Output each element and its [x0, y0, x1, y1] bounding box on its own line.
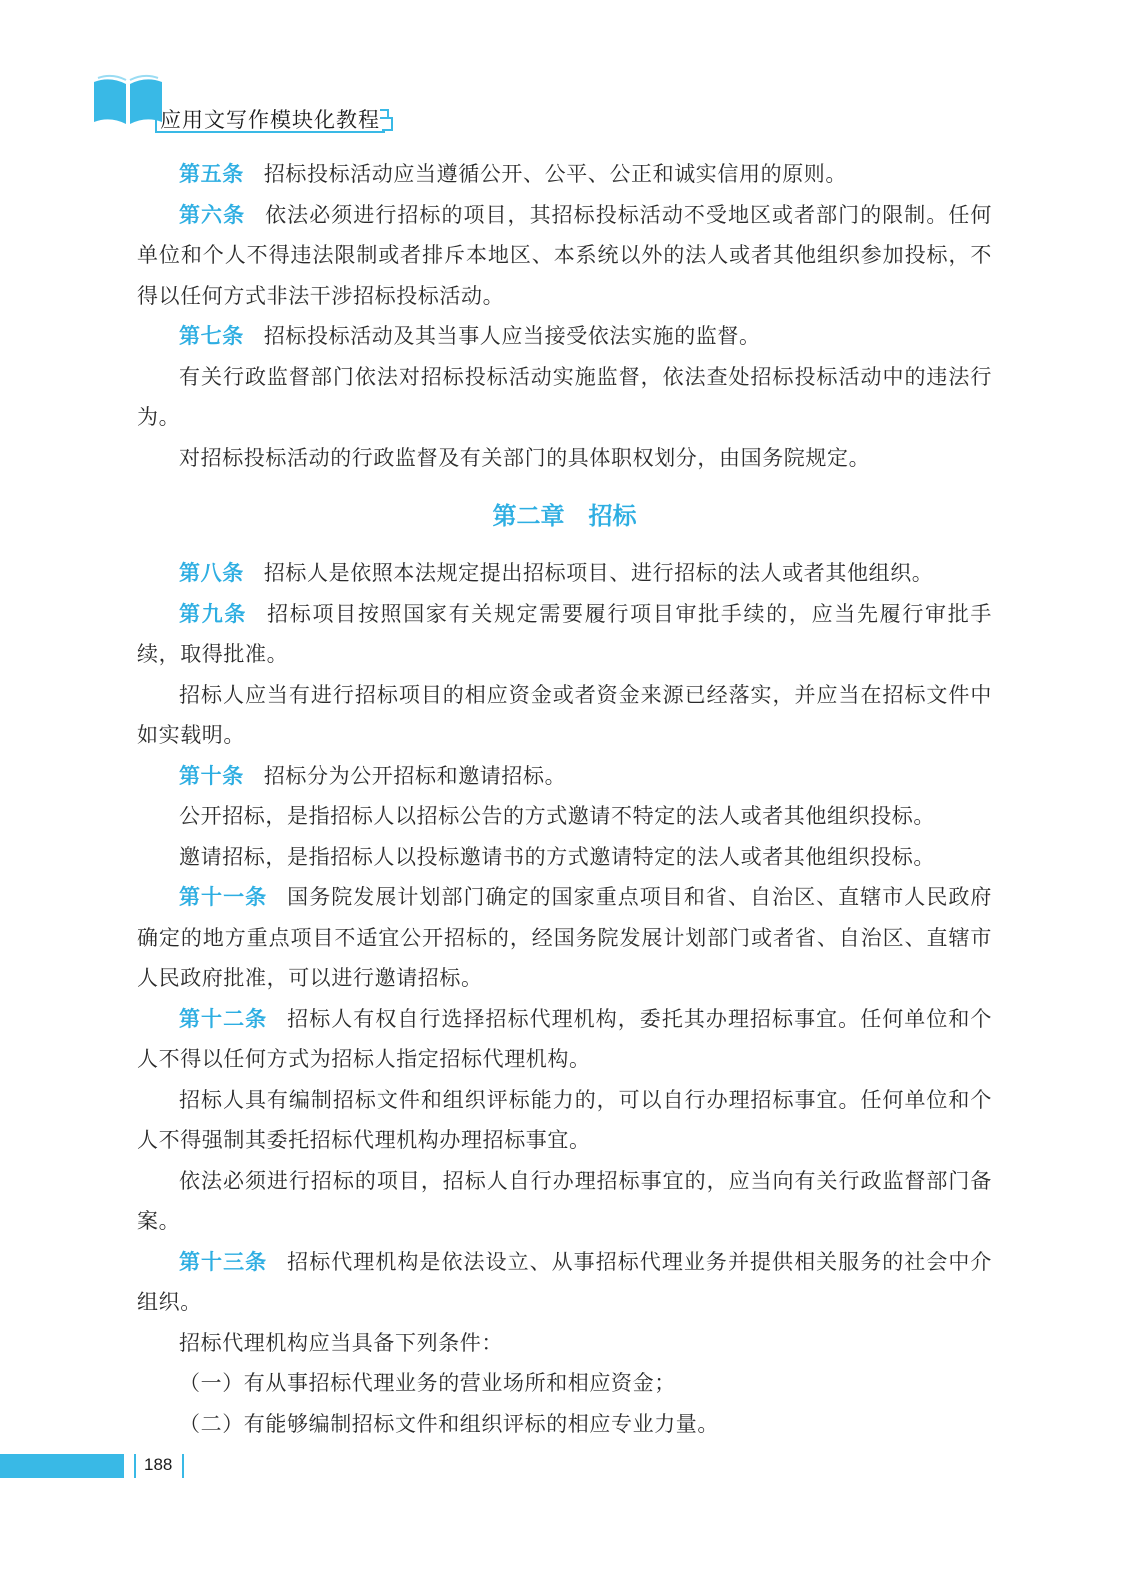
- body-paragraph: [137, 1404, 992, 1445]
- page-header: [0, 0, 1127, 150]
- section-before: [137, 154, 992, 478]
- article-paragraph: [137, 877, 992, 999]
- paragraph-text: 招标投标活动应当遵循公开、公平、公正和诚实信用的原则。: [263, 162, 848, 186]
- footer-accent-bar: [0, 1454, 124, 1478]
- article-paragraph: [137, 195, 992, 317]
- article-label: 第五条: [179, 162, 244, 186]
- article-paragraph: [137, 154, 992, 195]
- paragraph-text: 招标人有权自行选择招标代理机构，委托其办理招标事宜。任何单位和个人不得以任何方式为招标人指定招标代理机构。: [137, 1006, 993, 1071]
- article-paragraph: [137, 553, 992, 594]
- paragraph-text: 招标代理机构应当具备下列条件：: [179, 1330, 503, 1355]
- article-paragraph: [137, 756, 992, 797]
- footer-separator: [134, 1454, 136, 1478]
- paragraph-text: 招标人应当有进行招标项目的相应资金或者资金来源已经落实，并应当在招标文件中如实载明。: [137, 682, 992, 747]
- article-paragraph: [137, 316, 992, 357]
- book-title: 应用文写作模块化教程: [160, 108, 380, 132]
- paragraph-text: 依法必须进行招标的项目，其招标投标活动不受地区或者部门的限制。任何单位和个人不得违法限制或者排斥本地区、本系统以外的法人或者其他组织参加投标，不得以任何方式非法干涉招标投标活动。: [137, 202, 992, 308]
- article-label: 第十三条: [179, 1249, 268, 1274]
- paragraph-text: （二）有能够编制招标文件和组织评标的相应专业力量。: [179, 1411, 719, 1436]
- paragraph-text: 依法必须进行招标的项目，招标人自行办理招标事宜的，应当向有关行政监督部门备案。: [137, 1168, 992, 1233]
- paragraph-text: 招标投标活动及其当事人应当接受依法实施的监督。: [263, 324, 761, 348]
- section-after: [137, 553, 992, 1444]
- body-paragraph: [137, 1161, 992, 1242]
- paragraph-text: 招标分为公开招标和邀请招标。: [263, 763, 567, 788]
- paragraph-text: 招标人具有编制招标文件和组织评标能力的，可以自行办理招标事宜。任何单位和个人不得强制其委托招标代理机构办理招标事宜。: [137, 1087, 992, 1152]
- body-paragraph: [137, 1080, 992, 1161]
- article-label: 第十二条: [179, 1006, 268, 1031]
- article-label: 第十一条: [179, 885, 268, 909]
- body-paragraph: [137, 675, 992, 756]
- paragraph-text: （一）有从事招标代理业务的营业场所和相应资金；: [179, 1371, 676, 1395]
- paragraph-text: 对招标投标活动的行政监督及有关部门的具体职权划分，由国务院规定。: [179, 445, 871, 470]
- open-book-icon: [92, 74, 164, 126]
- body-paragraph: [137, 837, 992, 878]
- body-paragraph: [137, 1323, 992, 1364]
- article-label: 第十条: [179, 763, 244, 788]
- body-paragraph: [137, 1363, 992, 1404]
- paragraph-text: 招标代理机构是依法设立、从事招标代理业务并提供相关服务的社会中介组织。: [137, 1249, 993, 1314]
- paragraph-text: 有关行政监督部门依法对招标投标活动实施监督，依法查处招标投标活动中的违法行为。: [137, 364, 992, 429]
- article-paragraph: [137, 594, 992, 675]
- header-hook-decoration: [378, 108, 394, 132]
- chapter-heading: 第二章 招标: [492, 502, 637, 530]
- paragraph-text: 招标人是依照本法规定提出招标项目、进行招标的法人或者其他组织。: [263, 561, 934, 585]
- article-label: 第八条: [179, 561, 244, 585]
- article-body: [137, 154, 992, 1444]
- body-paragraph: [137, 438, 992, 479]
- article-label: 第九条: [179, 601, 248, 626]
- paragraph-text: 招标项目按照国家有关规定需要履行项目审批手续的，应当先履行审批手续，取得批准。: [137, 601, 992, 666]
- header-frame-line: [155, 104, 157, 132]
- footer-separator: [182, 1454, 184, 1478]
- article-label: 第六条: [179, 202, 246, 227]
- paragraph-text: 公开招标，是指招标人以招标公告的方式邀请不特定的法人或者其他组织投标。: [179, 804, 935, 828]
- body-paragraph: [137, 796, 992, 837]
- article-paragraph: [137, 999, 992, 1080]
- body-paragraph: [137, 357, 992, 438]
- page-number: 188: [144, 1455, 173, 1474]
- article-paragraph: [137, 1242, 992, 1323]
- article-label: 第七条: [179, 324, 244, 348]
- paragraph-text: 国务院发展计划部门确定的国家重点项目和省、自治区、直辖市人民政府确定的地方重点项目不适宜公开招标的，经国务院发展计划部门或者省、自治区、直辖市人民政府批准，可以进行邀请招标。: [137, 885, 993, 990]
- paragraph-text: 邀请招标，是指招标人以投标邀请书的方式邀请特定的法人或者其他组织投标。: [179, 844, 935, 869]
